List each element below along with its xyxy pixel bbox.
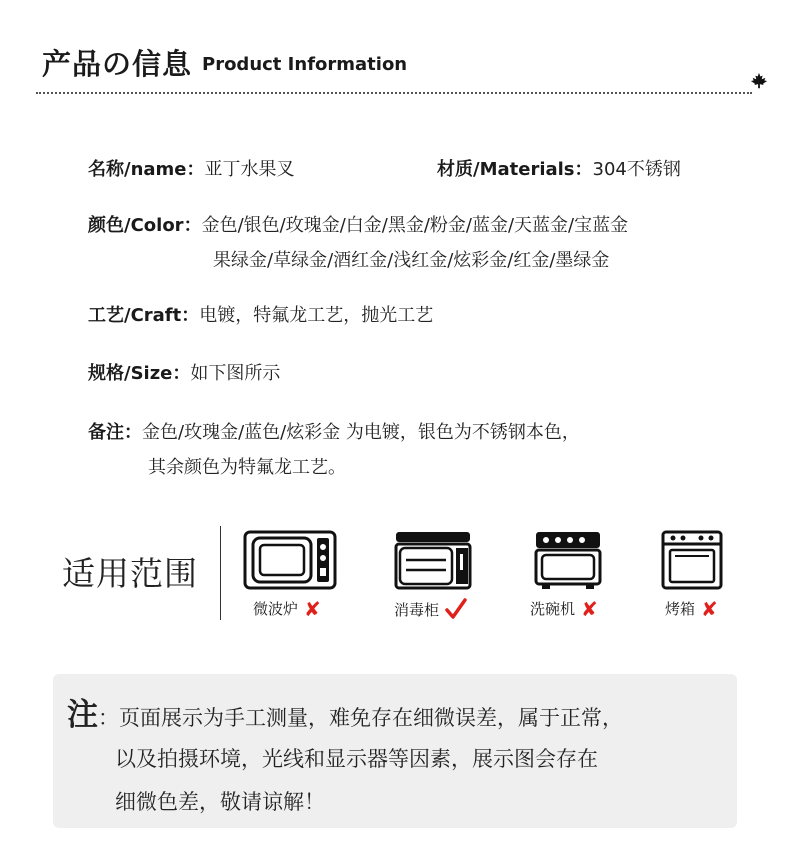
spec-name <box>88 158 295 182</box>
spec-name-value: 亚丁水果叉 <box>204 159 295 180</box>
spec-color-label: 颜色/Color： <box>88 215 202 236</box>
spec-color-line2: 果绿金/草绿金/酒红金/浅红金/炫彩金/红金/墨绿金 <box>213 250 610 271</box>
microwave-icon <box>243 530 337 590</box>
disclaimer-text-1: ：页面展示为手工测量，难免存在细微误差，属于正常， <box>98 706 623 730</box>
spec-materials <box>437 158 681 182</box>
spec-materials-value: 304不锈钢 <box>592 159 681 180</box>
scope-item-oven <box>661 530 781 625</box>
spec-name-label: 名称/name： <box>88 159 205 180</box>
cross-icon: ✘ <box>701 596 718 621</box>
spec-color-line1: 金色/银色/玫瑰金/白金/黑金/粉金/蓝金/天蓝金/宝蓝金 <box>201 215 629 236</box>
scope-title: 适用范围 <box>62 554 198 593</box>
spec-remark-label: 备注： <box>88 422 142 443</box>
disclaimer-line-1 <box>67 689 623 734</box>
disclaimer-head: 注 <box>67 697 98 733</box>
spec-remark-line1: 金色/玫瑰金/蓝色/炫彩金 为电镀，银色为不锈钢本色， <box>142 422 580 443</box>
scope-label-dishwasher: 洗碗机 <box>530 600 576 618</box>
cross-icon: ✘ <box>581 596 598 621</box>
scope-item-microwave <box>243 530 363 625</box>
spec-size-value: 如下图所示 <box>190 363 281 384</box>
spec-color-cont <box>213 249 609 273</box>
dishwasher-icon <box>534 530 602 590</box>
scope-label-microwave: 微波炉 <box>253 600 299 618</box>
scope-item-dishwasher <box>530 530 654 625</box>
scope-label-oven: 烤箱 <box>665 600 696 618</box>
scope-item-sterilizer <box>394 530 514 625</box>
spec-materials-label: 材质/Materials： <box>437 159 593 180</box>
spec-craft-label: 工艺/Craft： <box>88 305 200 326</box>
sterilizer-cabinet-icon <box>394 530 472 590</box>
spec-craft-value: 电镀，特氟龙工艺，抛光工艺 <box>199 305 434 326</box>
spec-size-label: 规格/Size： <box>88 363 191 384</box>
product-info-header <box>42 40 772 96</box>
header-title-cn: 产品の信息 <box>42 47 193 81</box>
spec-craft <box>88 304 433 328</box>
dotted-divider <box>36 92 752 94</box>
header-title-en: Product Information <box>202 54 408 75</box>
scope-label-sterilizer: 消毒柜 <box>394 600 440 619</box>
oven-icon <box>661 530 723 590</box>
spec-color <box>88 214 628 238</box>
checkmark-icon <box>445 598 467 620</box>
spec-remark <box>88 421 580 445</box>
spec-size <box>88 362 280 386</box>
spec-remark-cont <box>148 456 346 480</box>
maple-leaf-icon <box>750 72 768 90</box>
cross-icon: ✘ <box>304 596 321 621</box>
spec-remark-line2: 其余颜色为特氟龙工艺。 <box>148 457 346 478</box>
disclaimer-text-2: 以及拍摄环境，光线和显示器等因素，展示图会存在 <box>115 747 598 771</box>
disclaimer-text-3: 细微色差，敬请谅解！ <box>115 790 325 814</box>
scope-divider <box>220 526 221 620</box>
